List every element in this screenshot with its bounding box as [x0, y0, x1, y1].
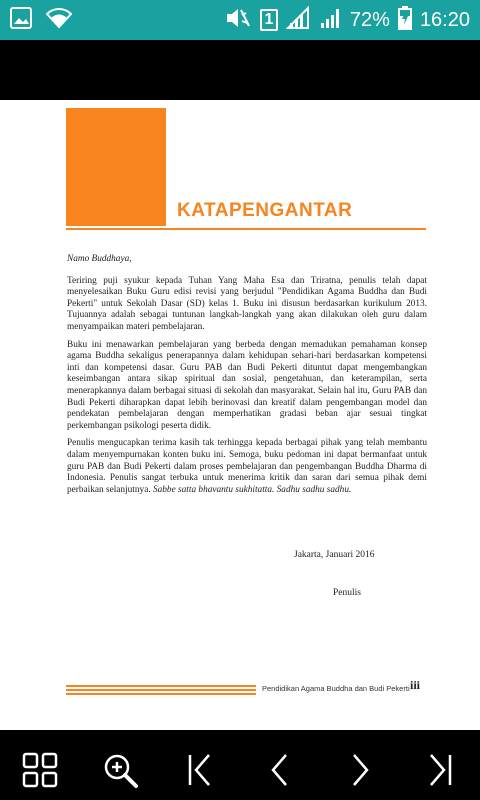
signal-icon: [286, 6, 310, 35]
page-title: KATAPENGANTAR: [177, 200, 353, 221]
paragraph-text: Penulis mengucapkan terima kasih tak terhingga kepada berbagai pihak yang telah membantu dalam menyempurnakan konten buku ini. Semoga, buku pedoman ini dapat bermanfaat untuk guru PAB dan Budi Pekerti dalam proses pembelajaran dan pengembangan Buddha Dharma di Indonesia. Penulis sangat terbuka untuk menerima kritik dan saran dari semua pihak demi perbaikan selanjutnya.: [67, 438, 427, 495]
first-page-button[interactable]: [172, 742, 228, 798]
footer-divider: [66, 685, 256, 697]
page-number: iii: [410, 678, 421, 692]
first-page-icon: [181, 751, 219, 789]
paragraph: Teriring puji syukur kepada Tuhan Yang Maha Esa dan Triratna, penulis telah dapat menyelesaikan Buku Guru edisi revisi yang berjudul "Pendidikan Agama Buddha dan Budi Pekerti" untuk Sekolah Dasar (SD) kelas 1. Buku ini disusun berdasarkan kurikulum 2013. Tujuannya adalah sebagai tuntunan langkah-langkah yang akan dilakukan oleh guru dalam menyampaikan materi pembelajaran.: [67, 275, 427, 332]
closing-italic: Sabbe satta bhavantu sukhitatta. Sadhu sadhu sadhu.: [152, 484, 352, 495]
grid-view-button[interactable]: [12, 742, 68, 798]
greeting: Namo Buddhaya,: [67, 254, 132, 264]
decorative-orange-block: [66, 108, 166, 226]
signal-icon-2: [318, 6, 342, 35]
gallery-icon: [10, 7, 32, 34]
paragraph-last: [67, 438, 427, 496]
clock: 16:20: [419, 8, 470, 31]
footer-book-title: Pendidikan Agama Buddha dan Budi Pekerti: [262, 684, 410, 693]
last-page-icon: [421, 751, 459, 789]
previous-page-button[interactable]: [252, 742, 308, 798]
next-page-button[interactable]: [332, 742, 388, 798]
status-bar: [0, 0, 480, 40]
reader-toolbar: [0, 740, 480, 800]
document-page[interactable]: [0, 100, 480, 730]
battery-charging-icon: [398, 6, 412, 35]
zoom-in-icon: [101, 751, 139, 789]
last-page-button[interactable]: [412, 742, 468, 798]
paragraph: Buku ini menawarkan pembelajaran yang berbeda dengan memadukan pemahaman konsep agama Buddha sekaligus penerapannya dalam kehidupan sehari-hari berdasarkan kompetensi inti dan kompetensi dasar. Guru PAB dan Budi Pekerti dituntut dapat mengembangkan keseimbangan antara sikap spiritual dan sosial, pengetahuan, dan keterampilan, serta menerapkannya dalam berbagai situasi di sekolah dan masyarakat. Selain hal itu, Guru PAB dan Budi Pekerti diharapkan dapat lebih berinovasi dan kreatif dalam pengembangan model dan pendekatan pembelajaran dengan memperhatikan gradasi beban ajar sesuai tingkat perkembangan psikologi peserta didik.: [67, 339, 427, 431]
zoom-in-button[interactable]: [92, 742, 148, 798]
document-body: [67, 254, 427, 502]
battery-percent: 72%: [349, 8, 390, 31]
reader-header: [0, 40, 480, 100]
grid-view-icon: [21, 751, 59, 789]
next-page-icon: [341, 751, 379, 789]
sim-slot-badge: 1: [260, 9, 278, 31]
previous-page-icon: [261, 751, 299, 789]
title-divider: [66, 228, 426, 230]
author-line: Penulis: [333, 588, 361, 598]
mute-icon: [224, 6, 252, 35]
wifi-icon: [46, 7, 72, 34]
date-line: Jakarta, Januari 2016: [294, 550, 375, 560]
